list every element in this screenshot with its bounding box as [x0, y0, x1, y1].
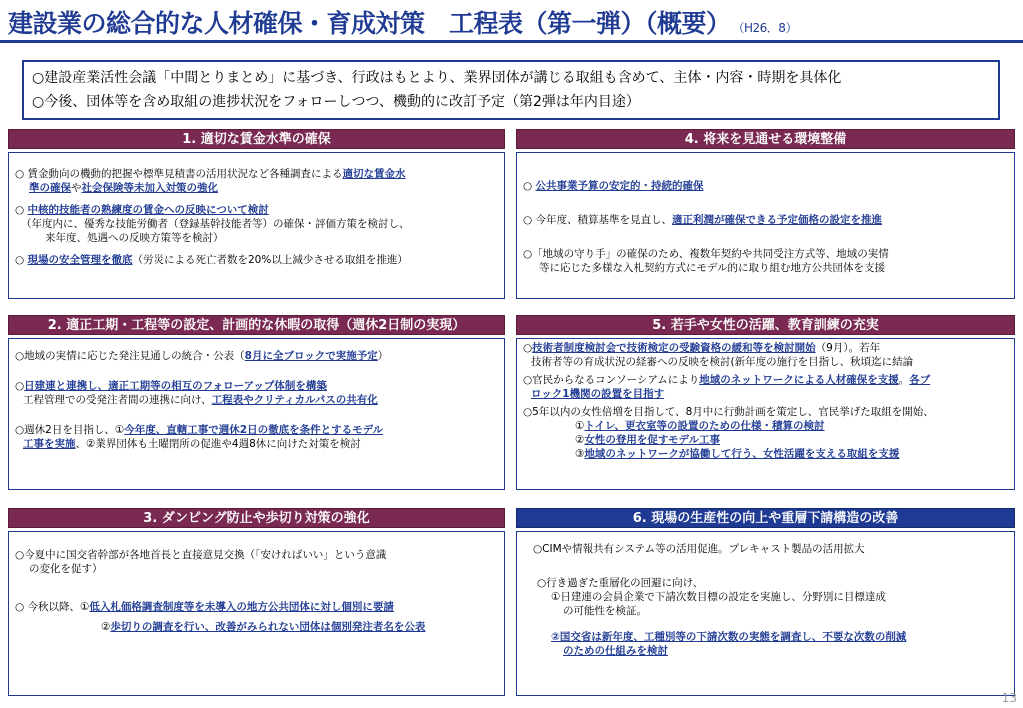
panel-title: 6. 現場の生産性の向上や重層下請構造の改善 — [516, 508, 1015, 528]
panel-environment — [516, 129, 1015, 299]
date-label: （H26．8） — [738, 21, 797, 35]
panel-title: 1. 適切な賃金水準の確保 — [8, 129, 505, 149]
panel-schedule — [8, 315, 505, 490]
summary-box — [22, 60, 1000, 120]
page-number: 13 — [1001, 691, 1017, 705]
title-rule — [0, 40, 1023, 43]
panel-body: ○今夏中に国交省幹部が各地首長と直接意見交換（「安ければいい」という意識 の変化を促す） ○ 今秋以降、①低入札価格調査制度等を未導入の地方公共団体に対し個別に要請 ②歩切りの調査を行い、改善がみられない団体は個別発注者名を公表 — [8, 531, 505, 696]
panel-body: ○技術者制度検討会で技術検定の受験資格の緩和等を検討開始（9月）。若年 技術者等の育成状況の経審への反映を検討(新年度の施行を目指し、秋頃迄に結論 ○官民からなるコンソーシアムにより地域のネットワークによる人材確保を支援。各ブ ロック1機関の設置を目指す ○5年以内の女性倍増を目指して、8月中に行動計画を策定し、官民挙げた取組を開始、 ①トイレ、更衣室等の設置のための仕様・積算の検討 ②女性の登用を促すモデル工事 ③地域のネットワークが協働して行う、女性活躍を支える取組を支援 — [516, 338, 1015, 490]
panel-productivity — [516, 508, 1015, 696]
panel-title: 3. ダンピング防止や歩切り対策の強化 — [8, 508, 505, 528]
panel-body: ○ 公共事業予算の安定的・持続的確保 ○ 今年度、積算基準を見直し、適正利潤が確保できる予定価格の設定を推進 ○「地域の守り手」の確保のため、複数年契約や共同受注方式等、地域の実情 等に応じた多様な入札契約方式にモデル的に取り組む地方公共団体を支援 — [516, 152, 1015, 299]
summary-line-1: ○建設産業活性会議「中間とりまとめ」に基づき、行政はもとより、業界団体が講じる取組も含めて、主体・内容・時期を具体化 — [32, 70, 842, 86]
summary-line-2: ○今後、団体等を含め取組の進捗状況をフォローしつつ、機動的に改訂予定（第2弾は年内目途） — [32, 94, 640, 110]
panel-youth-women — [516, 315, 1015, 490]
page-title: 建設業の総合的な人材確保・育成対策 工程表（第一弾）（概要） （H26．8） — [8, 9, 797, 38]
panel-body: ○ 賃金動向の機動的把握や標準見積書の活用状況など各種調査による適切な賃金水 準の確保や社会保険等未加入対策の強化 ○ 中核的技能者の熟練度の賃金への反映について検討 （年度内に、優秀な技能労働者（登録基幹技能者等）の確保・評価方策を検討し、 来年度、処遇への反映方策等を検討） ○ 現場の安全管理を徹底（労災による死亡者数を20%以上減少させる取組を推進） — [8, 152, 505, 299]
panel-body: ○CIMや情報共有システム等の活用促進。プレキャスト製品の活用拡大 ○行き過ぎた重層化の回避に向け、 ①日建連の会員企業で下請次数目標の設定を実施し、分野別に目標達成 の可能性を検証。 ②国交省は新年度、工種別等の下請次数の実態を調査し、不要な次数の削減 のための仕組みを検討 — [516, 531, 1015, 696]
panel-title: 2. 適正工期・工程等の設定、計画的な休暇の取得（週休2日制の実現） — [8, 315, 505, 335]
panel-dumping — [8, 508, 505, 696]
panel-title: 5. 若手や女性の活躍、教育訓練の充実 — [516, 315, 1015, 335]
panel-wage — [8, 129, 505, 299]
panel-body: ○地域の実情に応じた発注見通しの統合・公表（8月に全ブロックで実施予定） ○日建連と連携し、適正工期等の相互のフォローアップ体制を構築 工程管理での受発注者間の連携に向け、工程表やクリティカルパスの共有化 ○週休2日を目指し、①今年度、直轄工事で週休2日の徹底を条件とするモデル 工事を実施、②業界団体も土曜閉所の促進や4週8休に向けた対策を検討 — [8, 338, 505, 490]
panel-title: 4. 将来を見通せる環境整備 — [516, 129, 1015, 149]
